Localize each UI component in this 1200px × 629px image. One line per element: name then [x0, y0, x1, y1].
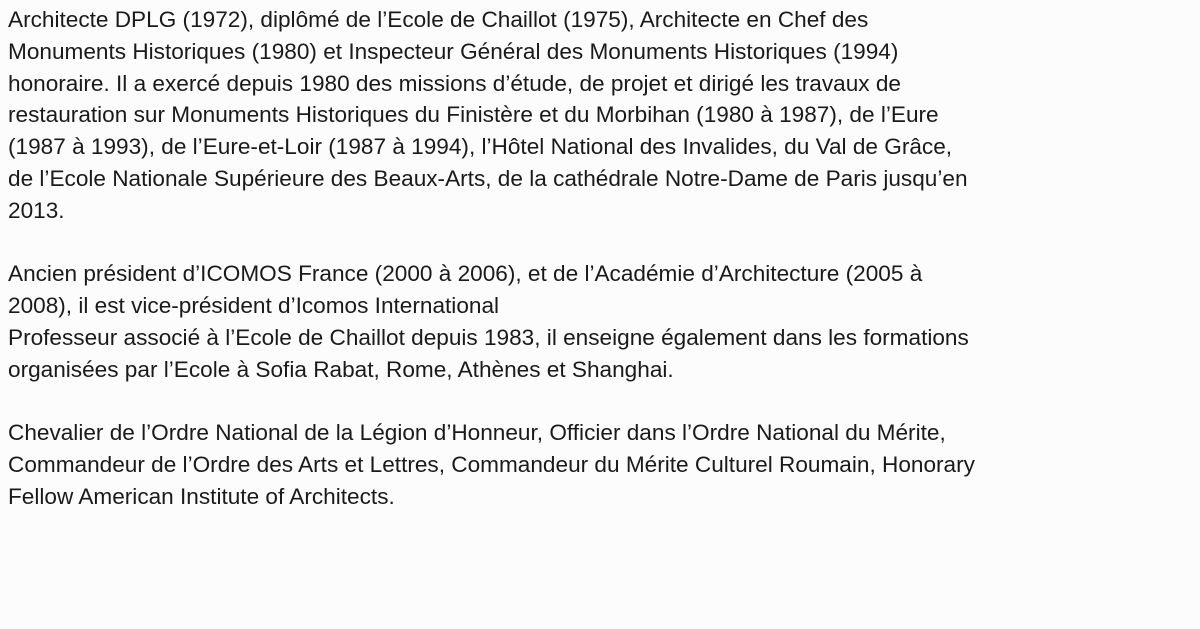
paragraph-career — [8, 4, 1196, 227]
text-line: de l’Ecole Nationale Supérieure des Beaux-Arts, de la cathédrale Notre-Dame de Paris jusqu’en — [8, 165, 968, 191]
text-line: Fellow American Institute of Architects. — [8, 483, 395, 509]
biography-text — [8, 4, 1196, 513]
text-line: Monuments Historiques (1980) et Inspecteur Général des Monuments Historiques (1994) — [8, 38, 899, 64]
text-line: restauration sur Monuments Historiques du Finistère et du Morbihan (1980 à 1987), de l’Eure — [8, 102, 939, 128]
text-line: (1987 à 1993), de l’Eure-et-Loir (1987 à 1994), l’Hôtel National des Invalides, du Val de Grâce, — [8, 134, 953, 160]
paragraph-spacer — [8, 386, 1196, 418]
text-line: organisées par l’Ecole à Sofia Rabat, Rome, Athènes et Shanghai. — [8, 356, 674, 382]
paragraph-honours — [8, 417, 1196, 512]
paragraph-icomos — [8, 258, 1196, 385]
text-line: Ancien président d’ICOMOS France (2000 à 2006), et de l’Académie d’Architecture (2005 à — [8, 261, 923, 287]
text-line: Commandeur de l’Ordre des Arts et Lettres, Commandeur du Mérite Culturel Roumain, Honorary — [8, 452, 975, 478]
text-line: 2013. — [8, 197, 65, 223]
text-line: honoraire. Il a exercé depuis 1980 des missions d’étude, de projet et dirigé les travaux de — [8, 70, 901, 96]
text-line: Chevalier de l’Ordre National de la Légion d’Honneur, Officier dans l’Ordre National du Mérite, — [8, 420, 946, 446]
text-line: Professeur associé à l’Ecole de Chaillot depuis 1983, il enseigne également dans les formations — [8, 324, 969, 350]
paragraph-spacer — [8, 227, 1196, 259]
text-line: Architecte DPLG (1972), diplômé de l’Ecole de Chaillot (1975), Architecte en Chef des — [8, 7, 869, 32]
text-line: 2008), il est vice-président d’Icomos International — [8, 293, 500, 319]
